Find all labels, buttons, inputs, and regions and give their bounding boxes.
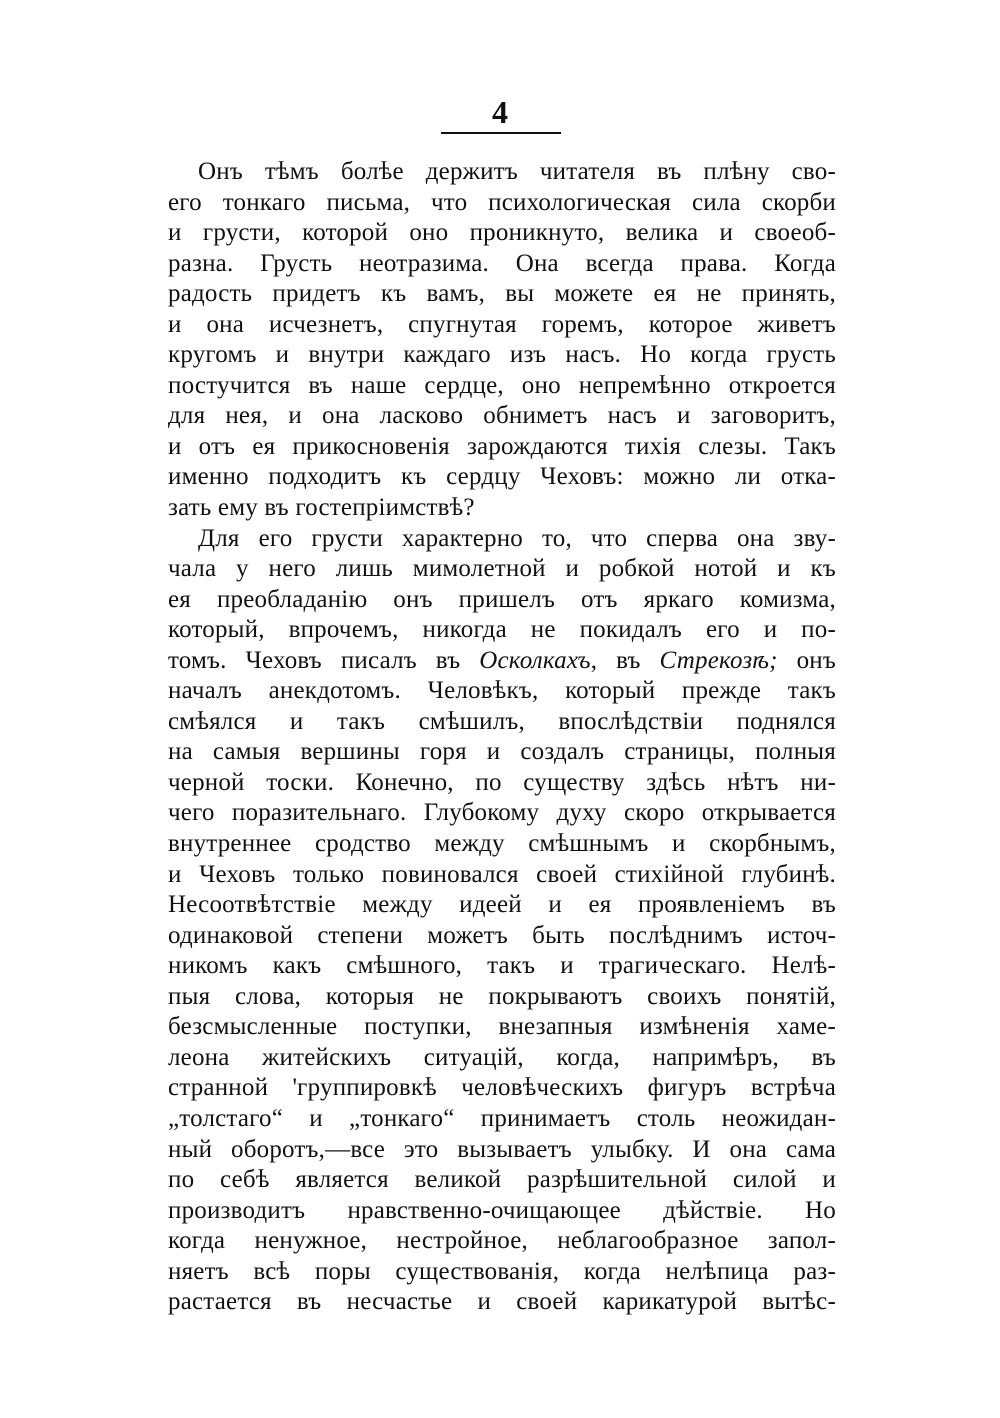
text-line: леона житейскихъ ситуацій, когда, напримѣръ, въ — [168, 1043, 836, 1071]
text-line: Несоотвѣтствіе между идеей и ея проявленіемъ въ — [168, 891, 836, 919]
header-rule — [441, 132, 561, 134]
text-line: „толстаго“ и „тонкаго“ принимаетъ столь неожидан- — [168, 1104, 836, 1132]
text-line: для нея, и она ласково обниметъ насъ и заговоритъ, — [168, 402, 836, 430]
text-line: Для его грусти характерно то, что сперва она зву- — [198, 524, 836, 552]
text-line: и она исчезнетъ, спугнутая горемъ, которое живетъ — [168, 310, 836, 338]
text-line: черной тоски. Конечно, по существу здѣсь нѣтъ ни- — [168, 768, 836, 796]
text-line: никомъ какъ смѣшного, такъ и трагическаго. Нелѣ- — [168, 952, 836, 980]
text-line: кругомъ и внутри каждаго изъ насъ. Но когда грусть — [168, 341, 836, 369]
text-line: смѣялся и такъ смѣшилъ, впослѣдствіи поднялся — [168, 707, 836, 735]
italic-title-oskolki: Осколкахъ — [479, 646, 591, 674]
text-line: который, впрочемъ, никогда не покидалъ его и по- — [168, 616, 836, 644]
italic-title-strekoza: Стрекозѣ; — [659, 646, 778, 674]
text-line: зать ему въ гостепріимствѣ? — [168, 494, 475, 522]
text-line: няетъ всѣ поры существованія, когда нелѣпица раз- — [168, 1257, 836, 1285]
text-line-with-italics — [168, 646, 836, 677]
text-line: и Чеховъ только повиновался своей стихійной глубинѣ. — [168, 860, 836, 888]
body-text — [168, 157, 836, 1318]
text-line: ея преобладанію онъ пришелъ отъ яркаго комизма, — [168, 585, 836, 613]
text-line: безсмысленные поступки, внезапныя измѣненія хаме- — [168, 1013, 836, 1041]
text-line: на самыя вершины горя и создалъ страницы, полныя — [168, 738, 836, 766]
text-line: Онъ тѣмъ болѣе держитъ читателя въ плѣну сво- — [198, 158, 836, 185]
text-line: радость придетъ къ вамъ, вы можете ея не принять, — [168, 280, 836, 308]
text-line: внутреннее сродство между смѣшнымъ и скорбнымъ, — [168, 830, 836, 858]
text-line: чала у него лишь мимолетной и робкой нотой и къ — [168, 555, 836, 583]
text-line: постучится въ наше сердце, оно непремѣнно откроется — [168, 371, 836, 399]
text-segment: онъ — [777, 646, 837, 674]
text-line: странной 'группировкѣ человѣческихъ фигуръ встрѣча — [168, 1074, 836, 1102]
text-line: его тонкаго письма, что психологическая сила скорби — [168, 188, 836, 216]
page-number: 4 — [492, 94, 508, 130]
text-line: и грусти, которой оно проникнуто, велика и своеоб- — [168, 219, 836, 247]
text-segment: , въ — [590, 646, 660, 674]
text-segment: томъ. Чеховъ писалъ въ — [168, 646, 480, 674]
text-line: пыя слова, которыя не покрываютъ своихъ понятій, — [168, 982, 836, 1010]
text-line: чего поразительнаго. Глубокому духу скоро открывается — [168, 799, 836, 827]
text-line: и отъ ея прикосновенія зарождаются тихія слезы. Такъ — [168, 432, 836, 460]
text-line: разна. Грусть неотразима. Она всегда права. Когда — [168, 249, 836, 277]
text-line: одинаковой степени можетъ быть послѣднимъ источ- — [168, 921, 836, 949]
text-line: началъ анекдотомъ. Человѣкъ, который прежде такъ — [168, 677, 836, 705]
text-line: ный оборотъ,—все это вызываетъ улыбку. И она сама — [168, 1135, 836, 1163]
text-line: по себѣ является великой разрѣшительной силой и — [168, 1166, 836, 1194]
text-line: производитъ нравственно-очищающее дѣйствіе. Но — [168, 1196, 836, 1224]
text-line: когда ненужное, нестройное, неблагообразное запол- — [168, 1227, 836, 1255]
text-line: растается въ несчастье и своей карикатурой вытѣс- — [168, 1288, 836, 1316]
text-line: именно подходитъ къ сердцу Чеховъ: можно ли отка- — [168, 463, 836, 491]
